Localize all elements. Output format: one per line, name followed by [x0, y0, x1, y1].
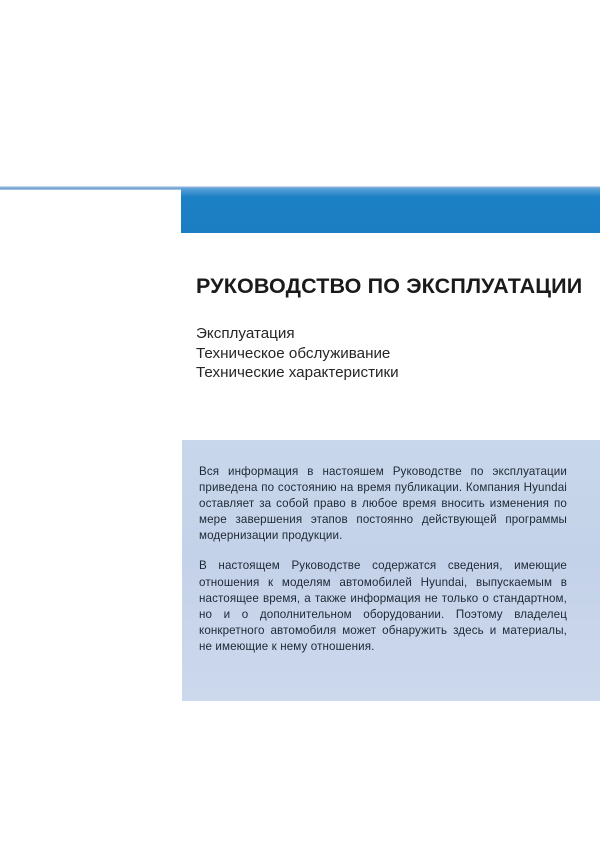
subtitle-item-specifications: Технические характеристики — [196, 364, 399, 382]
disclaimer-text-container — [199, 464, 567, 655]
disclaimer-paragraph-equipment-scope: В настоящем Руководстве содержатся сведения, имеющие отношения к моделям автомобилей Hyundai, выпускаемым в настоящее время, а также информация не только о стандартном, но и о дополнительном оборудовании. Поэтому владелец конкретного автомобиля может обнаружить здесь и материалы, не имеющие к нему отношения. — [199, 559, 567, 653]
subtitle-item-maintenance: Техническое обслуживание — [196, 344, 391, 362]
header-accent-banner — [181, 188, 600, 233]
page-title: РУКОВОДСТВО ПО ЭКСПЛУАТАЦИИ — [196, 274, 583, 298]
disclaimer-notice-box — [182, 440, 600, 701]
subtitle-list — [196, 324, 556, 383]
page-title-block — [196, 274, 586, 299]
subtitle-item-operation: Эксплуатация — [196, 325, 295, 342]
disclaimer-paragraph-publication-date: Вся информация в настояшем Руководстве по эксплуатации приведена по состоянию на время публикации. Компания Hyundai оставляет за собой право в любое время вносить изменения по мере завершения этапов постоянно действующей программы модернизации продукции. — [199, 465, 567, 543]
